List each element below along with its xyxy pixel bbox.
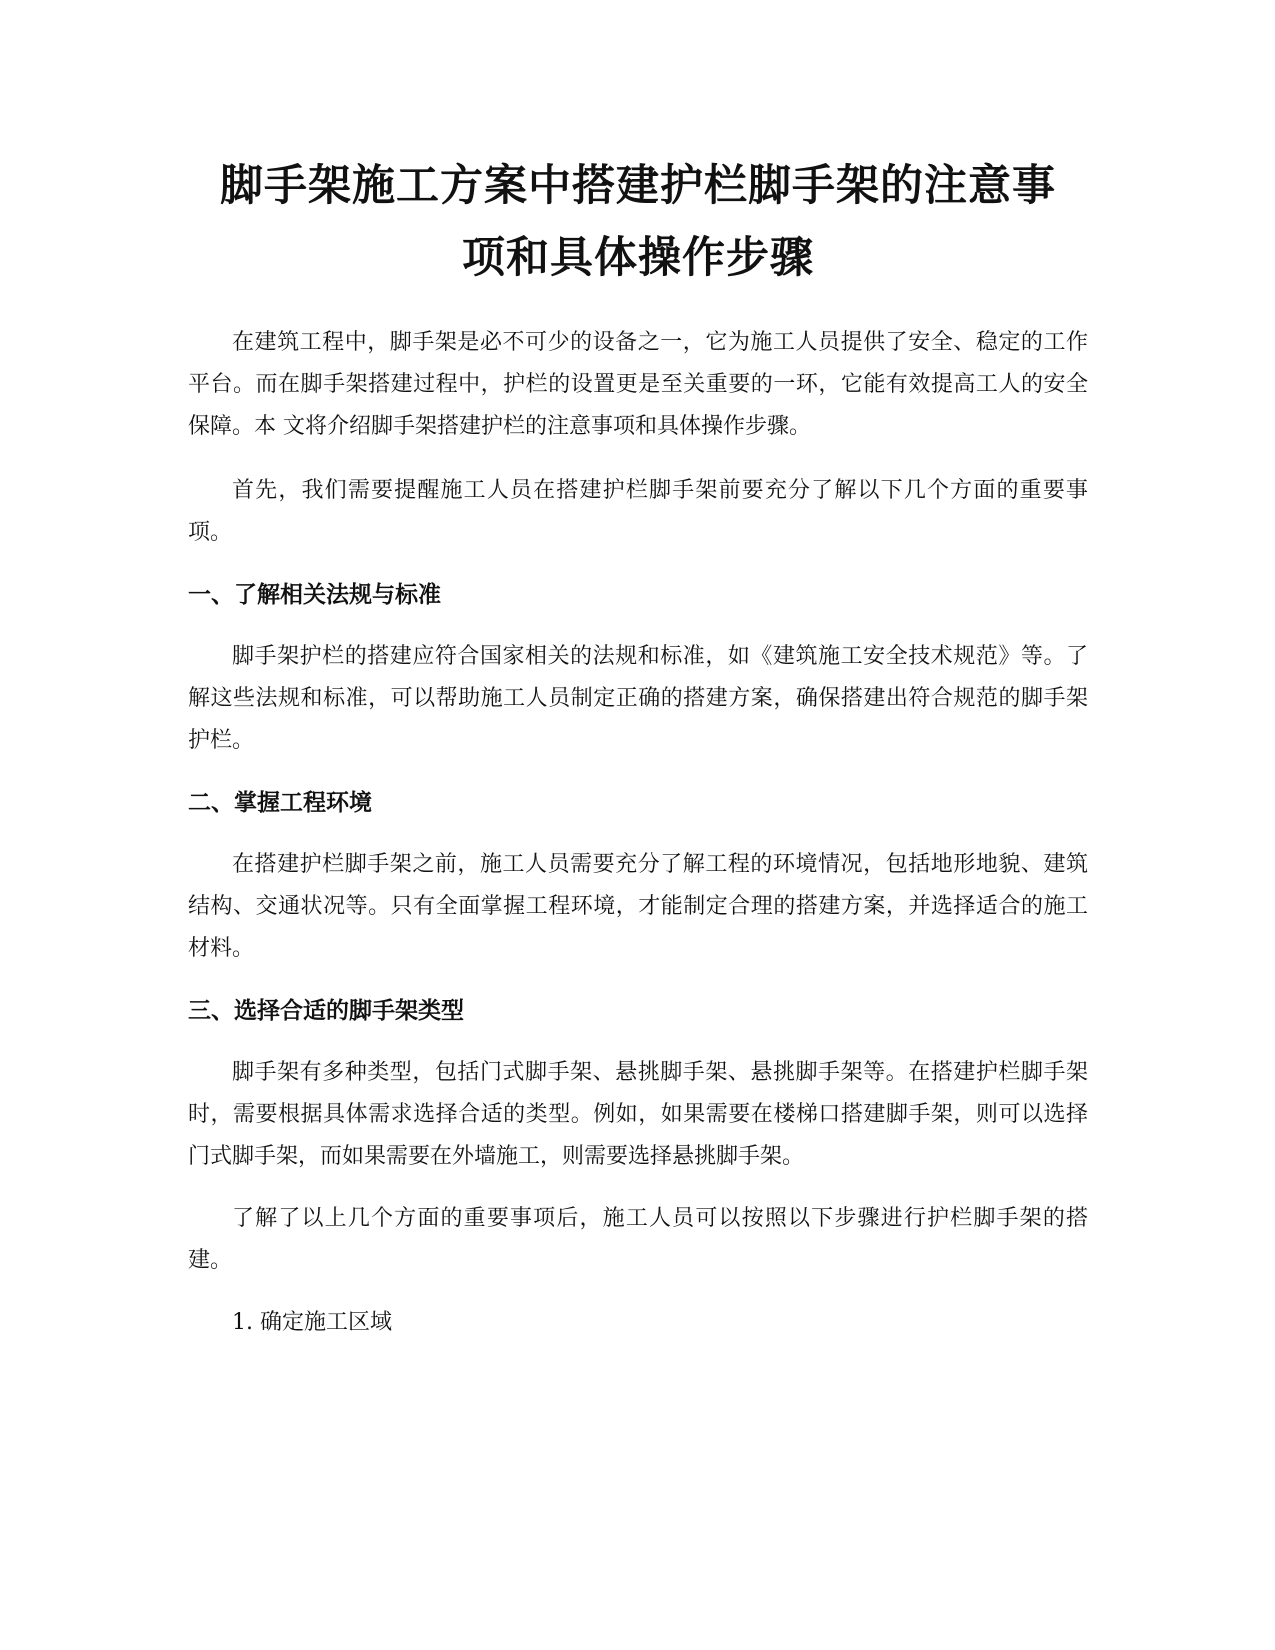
section-2-body: 在搭建护栏脚手架之前，施工人员需要充分了解工程的环境情况，包括地形地貌、建筑结构、交通状况等。只有全面掌握工程环境，才能制定合理的搭建方案，并选择适合的施工材料。 xyxy=(188,852,1088,961)
title-line-2: 项和具体操作步骤 xyxy=(462,233,814,283)
document-page xyxy=(188,0,1088,1650)
step-1-item: 1. 确定施工区域 xyxy=(232,1310,392,1335)
section-1-heading: 一、了解相关法规与标准 xyxy=(188,582,441,608)
document-title xyxy=(188,0,1088,294)
transition-paragraph: 了解了以上几个方面的重要事项后，施工人员可以按照以下步骤进行护栏脚手架的搭建。 xyxy=(188,1206,1088,1273)
first-paragraph: 首先，我们需要提醒施工人员在搭建护栏脚手架前要充分了解以下几个方面的重要事项。 xyxy=(188,478,1088,545)
section-2-heading: 二、掌握工程环境 xyxy=(188,790,372,816)
section-1-body: 脚手架护栏的搭建应符合国家相关的法规和标准，如《建筑施工安全技术规范》等。了解这些法规和标准，可以帮助施工人员制定正确的搭建方案，确保搭建出符合规范的脚手架护栏。 xyxy=(188,644,1088,753)
section-3-body: 脚手架有多种类型，包括门式脚手架、悬挑脚手架、悬挑脚手架等。在搭建护栏脚手架时，需要根据具体需求选择合适的类型。例如，如果需要在楼梯口搭建脚手架，则可以选择门式脚手架，而如果需要在外墙施工，则需要选择悬挑脚手架。 xyxy=(188,1060,1088,1169)
section-3-heading: 三、选择合适的脚手架类型 xyxy=(188,998,464,1024)
title-line-1: 脚手架施工方案中搭建护栏脚手架的注意事 xyxy=(220,161,1056,211)
intro-paragraph: 在建筑工程中，脚手架是必不可少的设备之一，它为施工人员提供了安全、稳定的工作平台。而在脚手架搭建过程中，护栏的设置更是至关重要的一环，它能有效提高工人的安全保障。本 文将介绍脚手架搭建护栏的注意事项和具体操作步骤。 xyxy=(188,330,1088,439)
